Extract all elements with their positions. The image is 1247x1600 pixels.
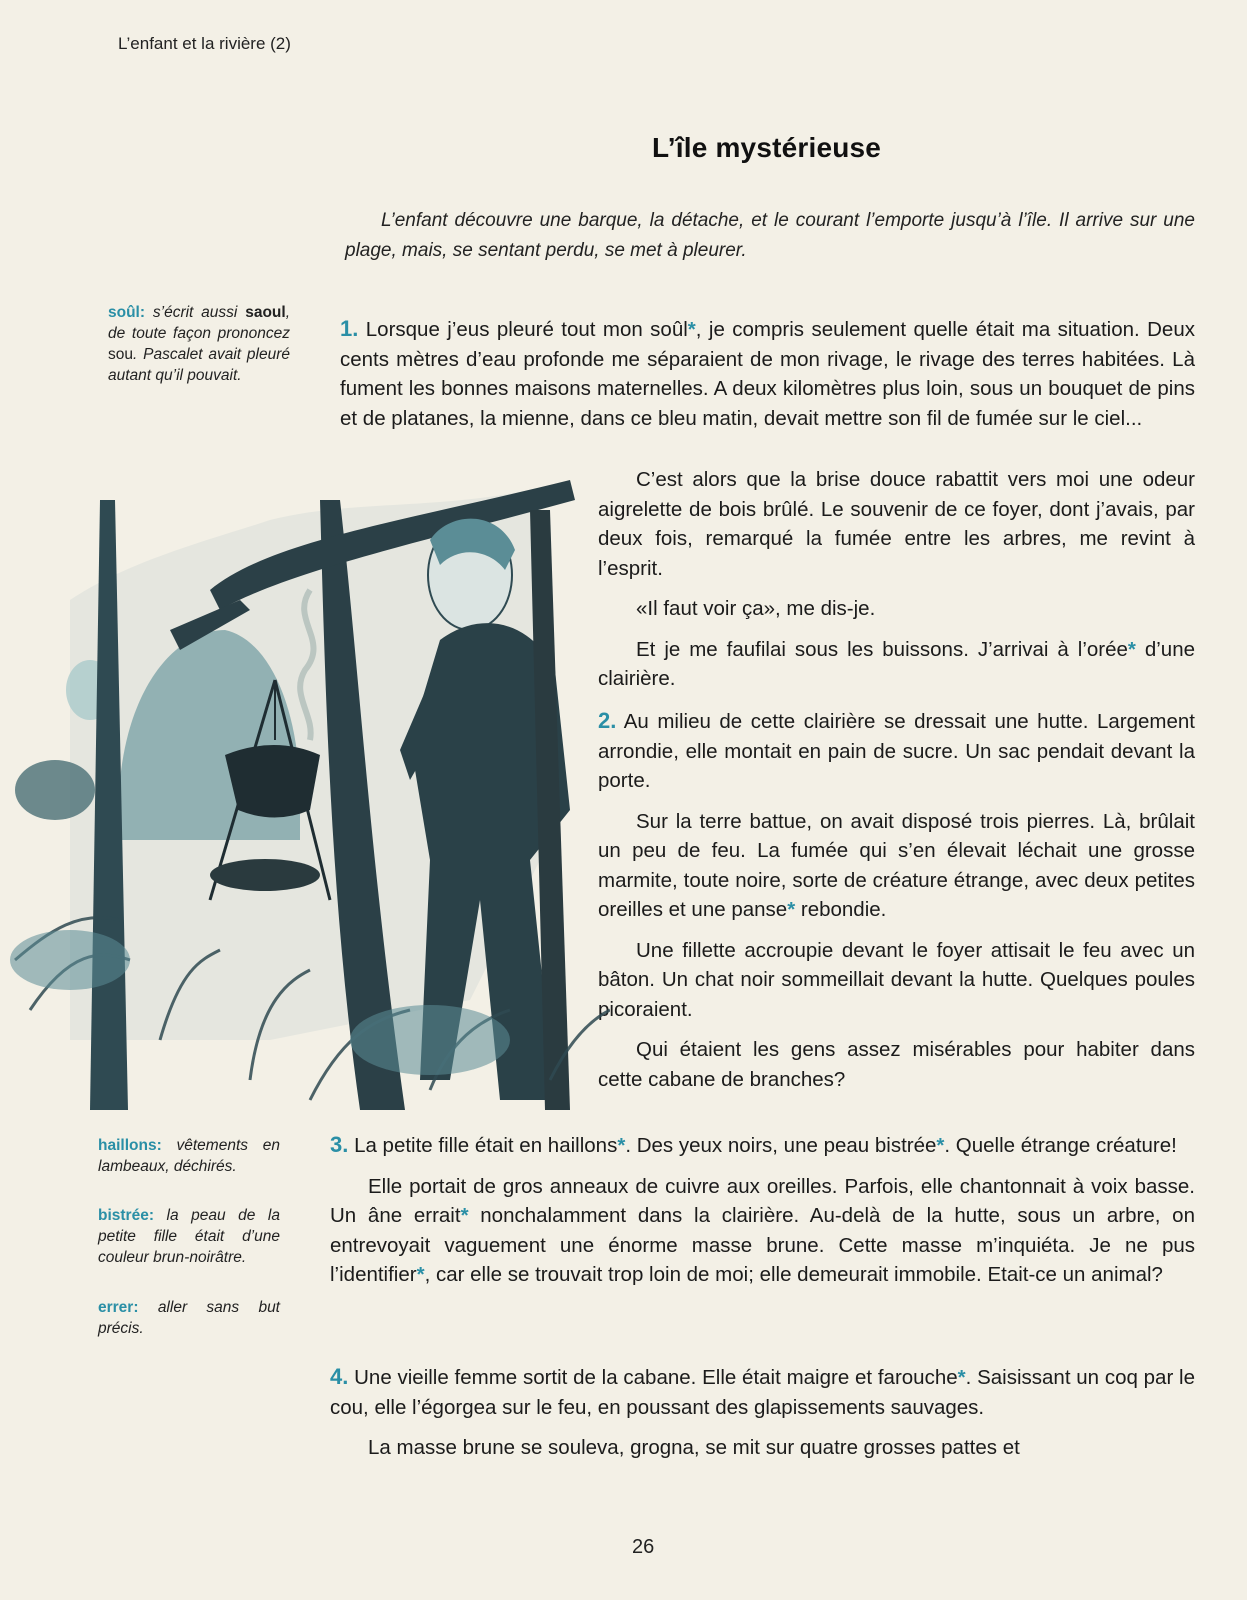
glossary-marker: * (957, 1366, 966, 1389)
glossary-term: errer: (98, 1299, 139, 1316)
section-number: 2. (598, 708, 617, 733)
glossary-marker: * (687, 318, 696, 341)
paragraph: Qui étaient les gens assez misérables pour habiter dans cette cabane de branches? (598, 1038, 1195, 1091)
glossary-term: soûl: (108, 304, 146, 321)
glossary-marker: * (787, 898, 796, 921)
glossary-note-soul: soûl: s’écrit aussi saoul, de toute façon prononcez sou. Pascalet avait pleuré autant qu’il pouvait. (108, 304, 291, 384)
glossary-marker: * (416, 1263, 425, 1286)
paragraph: 3. La petite fille était en haillons*. Des yeux noirs, une peau bistrée*. Quelle étrange créature! (330, 1132, 1177, 1157)
paragraph: Sur la terre battue, on avait disposé trois pierres. Là, brûlait un peu de feu. La fumée qui s’en élevait léchait une grosse marmite, toute noire, sorte de créature étrange, avec deux petites oreilles et une panse* rebondie. (598, 809, 1195, 921)
page-title: L’île mystérieuse (652, 132, 882, 163)
glossary-term: haillons: (98, 1137, 162, 1154)
section-number: 1. (340, 316, 359, 341)
paragraph-dialogue: «Il faut voir ça», me dis-je. (636, 597, 876, 620)
section-1-paragraph-1: 1. Lorsque j’eus pleuré tout mon soûl*, je compris seulement quelle était ma situation. Deux cents mètres d’eau profonde me séparaient de mon rivage, le rivage des terres habitées. Là fument les bonnes maisons maternelles. A deux kilomètres plus loin, sous un bouquet de pins et de platanes, la mienne, dans ce bleu matin, devait mettre son fil de fumée sur le ciel... (340, 316, 1195, 430)
chapter-intro: L’enfant découvre une barque, la détache, et le courant l’emporte jusqu’à l’île. Il arrive sur une plage, mais, se sentant perdu, se met à pleurer. (345, 210, 1195, 261)
glossary-note-haillons: haillons: vêtements en lambeaux, déchirés. (98, 1137, 280, 1175)
paragraph: Elle portait de gros anneaux de cuivre aux oreilles. Parfois, elle chantonnait à voix basse. Un âne errait* nonchalamment dans la clairière. Au-delà de la hutte, sous un arbre, on entrevoyait vaguement une énorme masse brune. Cette masse m’inquiéta. Je ne pus l’identifier*, car elle se trouvait trop loin de moi; elle demeurait immobile. Etait-ce un animal? (330, 1174, 1195, 1286)
glossary-term: bistrée: (98, 1207, 154, 1224)
paragraph: La masse brune se souleva, grogna, se mit sur quatre grosses pattes et (368, 1436, 1020, 1459)
section-1-continued (598, 465, 1195, 694)
section-number: 3. (330, 1132, 349, 1157)
paragraph: 4. Une vieille femme sortit de la cabane. Elle était maigre et farouche*. Saisissant un coq par le cou, elle l’égorgea sur le feu, en poussant des glapissements sauvages. (330, 1364, 1195, 1419)
paragraph: Et je me faufilai sous les buissons. J’arrivai à l’orée* d’une clairière. (598, 637, 1196, 690)
cauldron-shape (225, 745, 320, 818)
section-2 (598, 706, 1195, 1094)
paragraph: Une fillette accroupie devant le foyer attisait le feu avec un bâton. Un chat noir sommeillait devant la hutte. Quelques poules picoraient. (598, 938, 1195, 1021)
glossary-marker: * (460, 1204, 469, 1227)
section-4 (330, 1362, 1195, 1463)
section-number: 4. (330, 1364, 349, 1389)
section-3 (330, 1130, 1195, 1290)
forest-boy-illustration (10, 480, 610, 1110)
paragraph: C’est alors que la brise douce rabattit vers moi une odeur aigrelette de bois brûlé. Le souvenir de ce foyer, dont j’avais, par deux fois, remarqué la fumée entre les arbres, me revint à l’esprit. (598, 468, 1195, 580)
glossary-note-bistree: bistrée: la peau de la petite fille était d’une couleur brun-noirâtre. (98, 1207, 280, 1266)
running-header: L’enfant et la rivière (2) (118, 34, 291, 53)
glossary-marker: * (617, 1134, 626, 1157)
paragraph: 2. Au milieu de cette clairière se dressait une hutte. Largement arrondie, elle montait en pain de sucre. Un sac pendait devant la porte. (598, 708, 1195, 792)
glossary-marker: * (1127, 637, 1136, 661)
glossary-marker: * (936, 1134, 945, 1157)
glossary-note-errer: errer: aller sans but précis. (98, 1299, 280, 1337)
page-number: 26 (632, 1536, 655, 1558)
